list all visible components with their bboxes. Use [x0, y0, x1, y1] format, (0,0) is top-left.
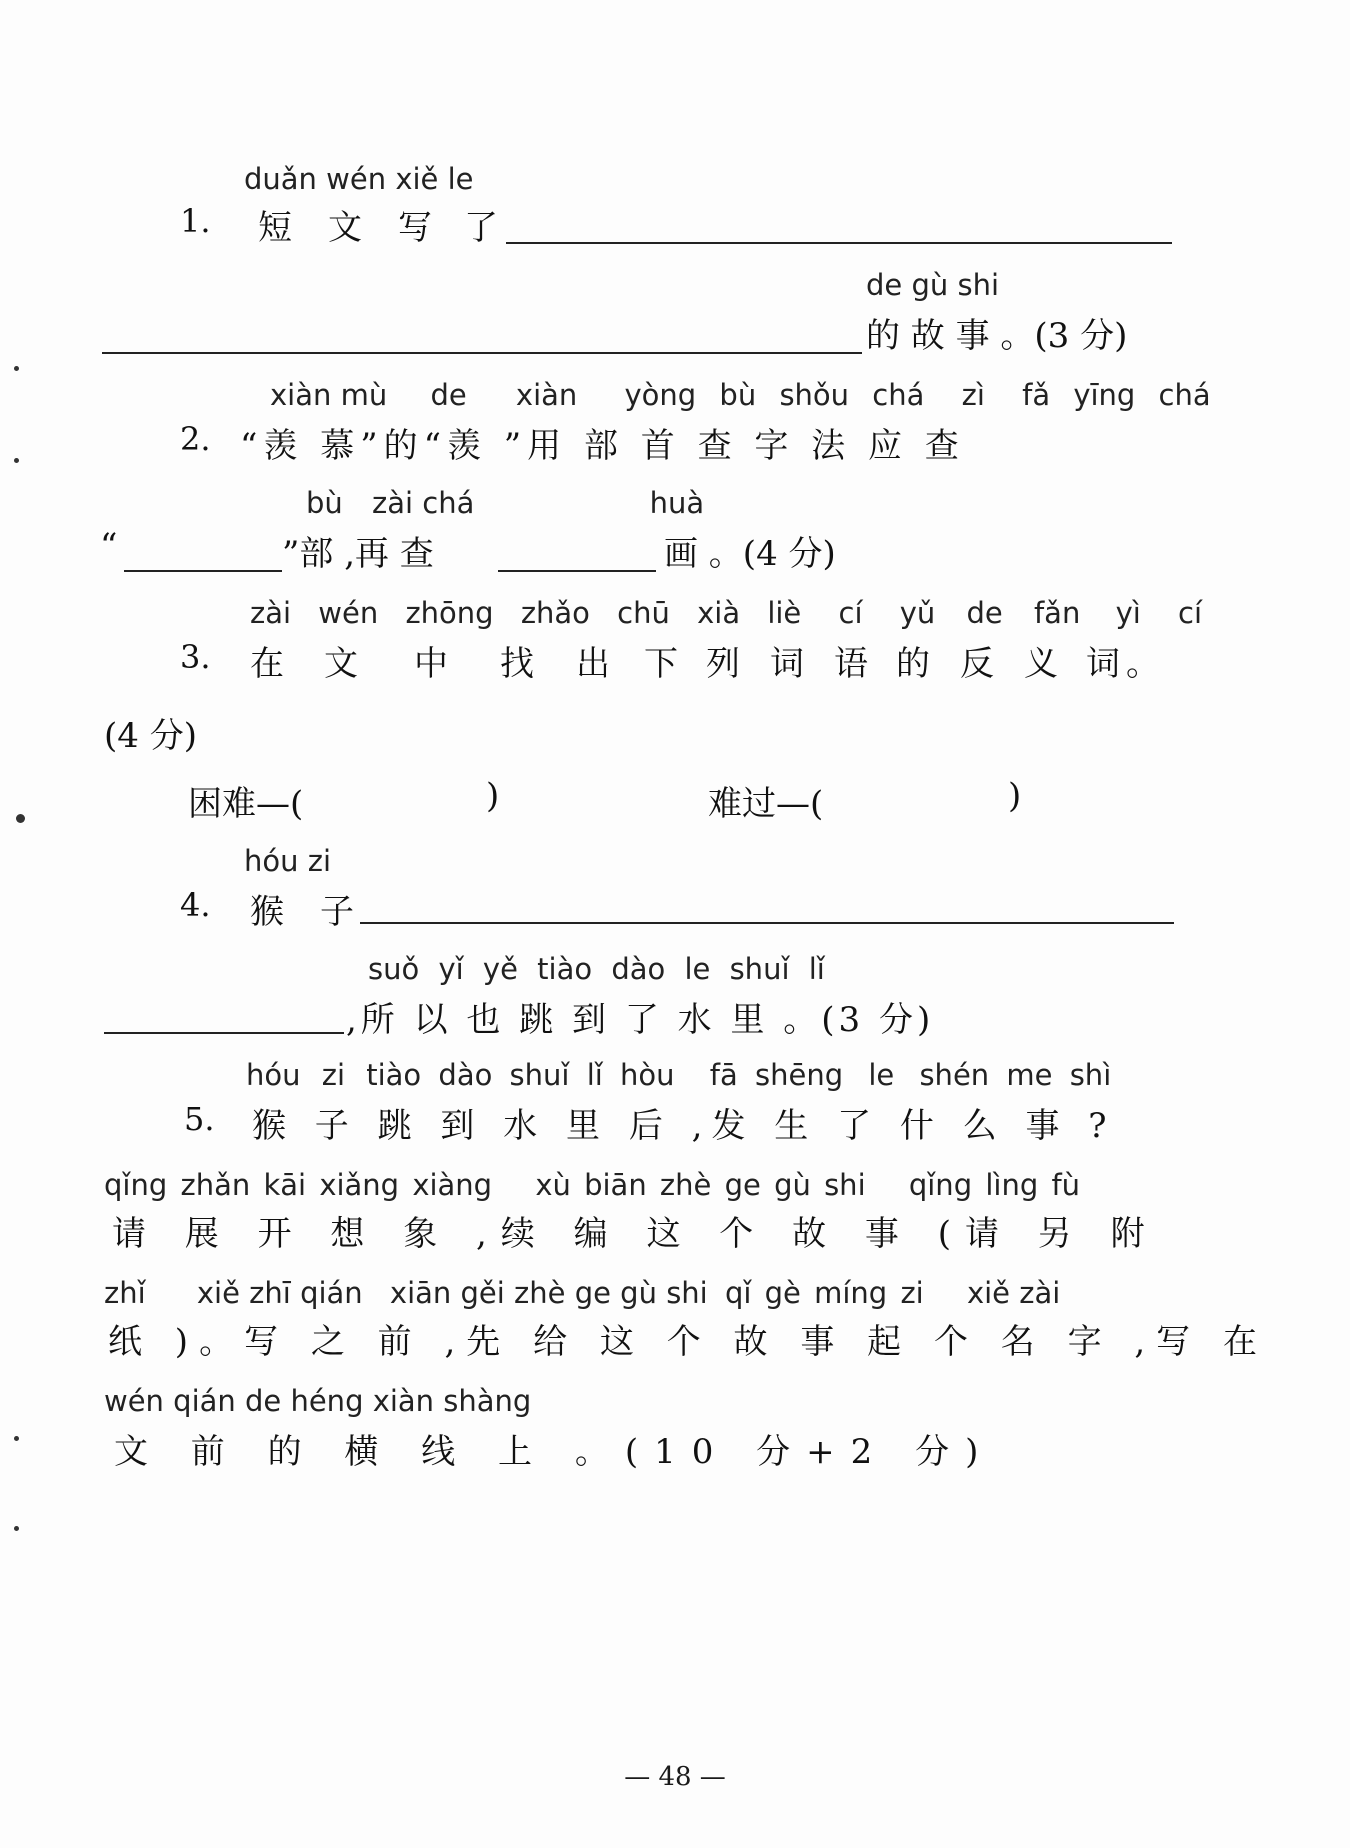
pinyin: liè	[767, 596, 802, 630]
q3-char: 反	[960, 644, 994, 684]
pinyin: le	[684, 952, 711, 986]
q3-score: (4 分)	[104, 716, 197, 756]
q1-pinyin: duǎn wén xiě le	[244, 162, 474, 196]
pinyin: yǐ	[438, 952, 464, 986]
pinyin: le	[868, 1058, 895, 1092]
pinyin: hóu	[246, 1058, 301, 1092]
pinyin: chá	[872, 378, 925, 412]
pinyin: xiàn	[515, 378, 578, 412]
pinyin: cí	[1178, 596, 1203, 630]
pinyin: tiào	[537, 952, 593, 986]
pinyin: yì	[1115, 596, 1141, 630]
q2-line1: “羡 慕”的“羡 ”用 部 首 查 字 法 应 查	[240, 426, 965, 466]
pinyin: xià	[697, 596, 741, 630]
pinyin: shi	[666, 1276, 708, 1310]
q1-char: 文	[328, 208, 362, 248]
q3-item-2-close: )	[1008, 776, 1022, 816]
pinyin: zài chá	[372, 486, 475, 520]
pinyin: zi	[900, 1276, 924, 1310]
pinyin: chū	[617, 596, 670, 630]
q4-char: 猴	[250, 892, 284, 932]
q5-pinyin-2	[104, 1168, 1080, 1202]
page-number: — 48 —	[624, 1762, 726, 1792]
pinyin: shēng	[754, 1058, 844, 1092]
margin-dot	[14, 458, 19, 463]
q2-open-quote: “	[100, 526, 118, 566]
pinyin: shén	[919, 1058, 990, 1092]
q3-item-1: 困难—(	[188, 784, 304, 824]
pinyin: biān	[584, 1168, 647, 1202]
q3-char: 找	[500, 644, 534, 684]
pinyin: shi	[824, 1168, 866, 1202]
margin-dot	[14, 1526, 19, 1531]
q2-pinyin	[270, 378, 1211, 412]
q3-pinyin	[250, 596, 1202, 630]
q5-line-2: 请 展 开 想 象 ,续 编 这 个 故 事 (请 另 附	[112, 1214, 1159, 1254]
pinyin: yě	[482, 952, 518, 986]
pinyin: hòu	[620, 1058, 675, 1092]
pinyin: xiān	[389, 1276, 452, 1310]
pinyin: zhè	[514, 1276, 566, 1310]
q1-chars	[258, 200, 498, 249]
pinyin: shì	[1069, 1058, 1112, 1092]
pinyin: wén	[318, 596, 379, 630]
q5-line-3: 纸 )。写 之 前 ,先 给 这 个 故 事 起 个 名 字 ,写 在	[108, 1322, 1268, 1362]
pinyin: zhè	[659, 1168, 712, 1202]
pinyin: ge	[574, 1276, 611, 1310]
pinyin: fǎn	[1033, 596, 1081, 630]
q3-char: 。	[1126, 644, 1160, 684]
pinyin: fù	[1051, 1168, 1081, 1202]
q5-line-1: 猴 子 跳 到 水 里 后 ,发 生 了 什 么 事 ?	[252, 1106, 1116, 1146]
q4-answer-line-2[interactable]	[104, 1032, 344, 1034]
pinyin: gù	[620, 1276, 657, 1310]
pinyin: xiě	[966, 1276, 1010, 1310]
q3-item-2: 难过—(	[708, 784, 824, 824]
pinyin: kāi	[263, 1168, 307, 1202]
pinyin: lǐ	[586, 1058, 603, 1092]
q3-char: 语	[834, 644, 868, 684]
pinyin: cí	[838, 596, 863, 630]
q5-pinyin-1	[246, 1058, 1111, 1092]
q4-tail: ,所 以 也 跳 到 了 水 里 。(3 分)	[346, 1000, 935, 1040]
q2-close-part: ”部 ,再 查	[282, 534, 434, 574]
pinyin: suǒ	[368, 952, 420, 986]
q2-answer-blank-1[interactable]	[124, 570, 282, 572]
pinyin: qǐng	[104, 1168, 168, 1202]
q5-pinyin-4: wén qián de héng xiàn shàng	[104, 1384, 532, 1418]
pinyin: zhǐ	[104, 1276, 146, 1310]
pinyin: shǒu	[779, 378, 850, 412]
q2-answer-blank-2[interactable]	[498, 570, 656, 572]
pinyin: shuǐ	[509, 1058, 570, 1092]
q1-char: 写	[398, 208, 432, 248]
pinyin: yòng	[624, 378, 697, 412]
q3-char: 中	[414, 644, 448, 684]
pinyin: gè	[764, 1276, 801, 1310]
pinyin: me	[1006, 1058, 1053, 1092]
q4-number: 4.	[180, 886, 211, 924]
pinyin: gù	[774, 1168, 811, 1202]
q1-answer-line-2[interactable]	[102, 352, 862, 354]
q1-pinyin-2: de gù shi	[866, 268, 1000, 302]
pinyin: xù	[535, 1168, 571, 1202]
q4-char: 子	[320, 892, 354, 932]
pinyin: shuǐ	[729, 952, 790, 986]
pinyin: bù	[306, 486, 343, 520]
q3-char: 列	[706, 644, 740, 684]
pinyin: de	[430, 378, 467, 412]
pinyin: lǐ	[808, 952, 825, 986]
q3-char: 词	[770, 644, 804, 684]
pinyin: fā	[709, 1058, 738, 1092]
pinyin: huà	[649, 486, 705, 520]
pinyin: xiǎng	[319, 1168, 400, 1202]
pinyin: fǎ	[1022, 378, 1051, 412]
q1-tail: 的 故 事 。(3 分)	[866, 316, 1128, 356]
q3-char: 出	[576, 644, 610, 684]
pinyin: dào	[611, 952, 666, 986]
q3-char: 文	[324, 644, 358, 684]
q3-char: 的	[896, 644, 930, 684]
pinyin: lìng	[985, 1168, 1039, 1202]
pinyin: xiàn mù	[270, 378, 388, 412]
pinyin: zhōng	[405, 596, 494, 630]
pinyin: xiàng	[412, 1168, 493, 1202]
pinyin: bù	[719, 378, 757, 412]
q4-pinyin-2	[368, 952, 825, 986]
pinyin: qǐ	[724, 1276, 752, 1310]
pinyin: dào	[438, 1058, 493, 1092]
pinyin: zì	[961, 378, 985, 412]
pinyin: yǔ	[899, 596, 936, 630]
margin-dot	[16, 814, 25, 823]
q1-char: 短	[258, 208, 292, 248]
q3-char: 在	[250, 644, 284, 684]
q3-char: 义	[1024, 644, 1058, 684]
q2-number: 2.	[180, 420, 211, 458]
q2-tail: 画 。(4 分)	[664, 534, 836, 574]
q1-number: 1.	[180, 202, 211, 240]
q5-line-4: 文 前 的 横 线 上 。(10 分+2 分)	[114, 1432, 995, 1472]
q4-pinyin: hóu zi	[244, 844, 331, 878]
q3-item-1-close: )	[486, 776, 500, 816]
q2-pinyin-2	[306, 486, 704, 520]
pinyin: míng	[814, 1276, 888, 1310]
margin-dot	[14, 1436, 19, 1441]
pinyin: zhǎo	[520, 596, 590, 630]
pinyin: zài	[250, 596, 292, 630]
margin-dot	[14, 366, 19, 371]
q5-number: 5.	[184, 1100, 215, 1138]
pinyin: qǐng	[908, 1168, 973, 1202]
pinyin: zhǎn	[180, 1168, 251, 1202]
q4-answer-line-1[interactable]	[360, 922, 1174, 924]
pinyin: zài	[1019, 1276, 1061, 1310]
q5-pinyin-3	[104, 1276, 1060, 1310]
pinyin: qián	[300, 1276, 363, 1310]
q4-chars	[250, 884, 354, 933]
q3-char: 词	[1086, 644, 1120, 684]
pinyin: gěi	[460, 1276, 505, 1310]
q1-char: 了	[464, 208, 498, 248]
q3-char: 下	[644, 644, 678, 684]
pinyin: xiě	[196, 1276, 240, 1310]
pinyin: yīng	[1073, 378, 1136, 412]
pinyin: chá	[1158, 378, 1211, 412]
pinyin: ge	[724, 1168, 761, 1202]
pinyin: zi	[321, 1058, 346, 1092]
q1-answer-line-1[interactable]	[506, 242, 1172, 244]
pinyin: de	[966, 596, 1003, 630]
q3-chars	[250, 636, 1160, 685]
pinyin: tiào	[366, 1058, 422, 1092]
pinyin: zhī	[249, 1276, 291, 1310]
q3-number: 3.	[180, 638, 211, 676]
